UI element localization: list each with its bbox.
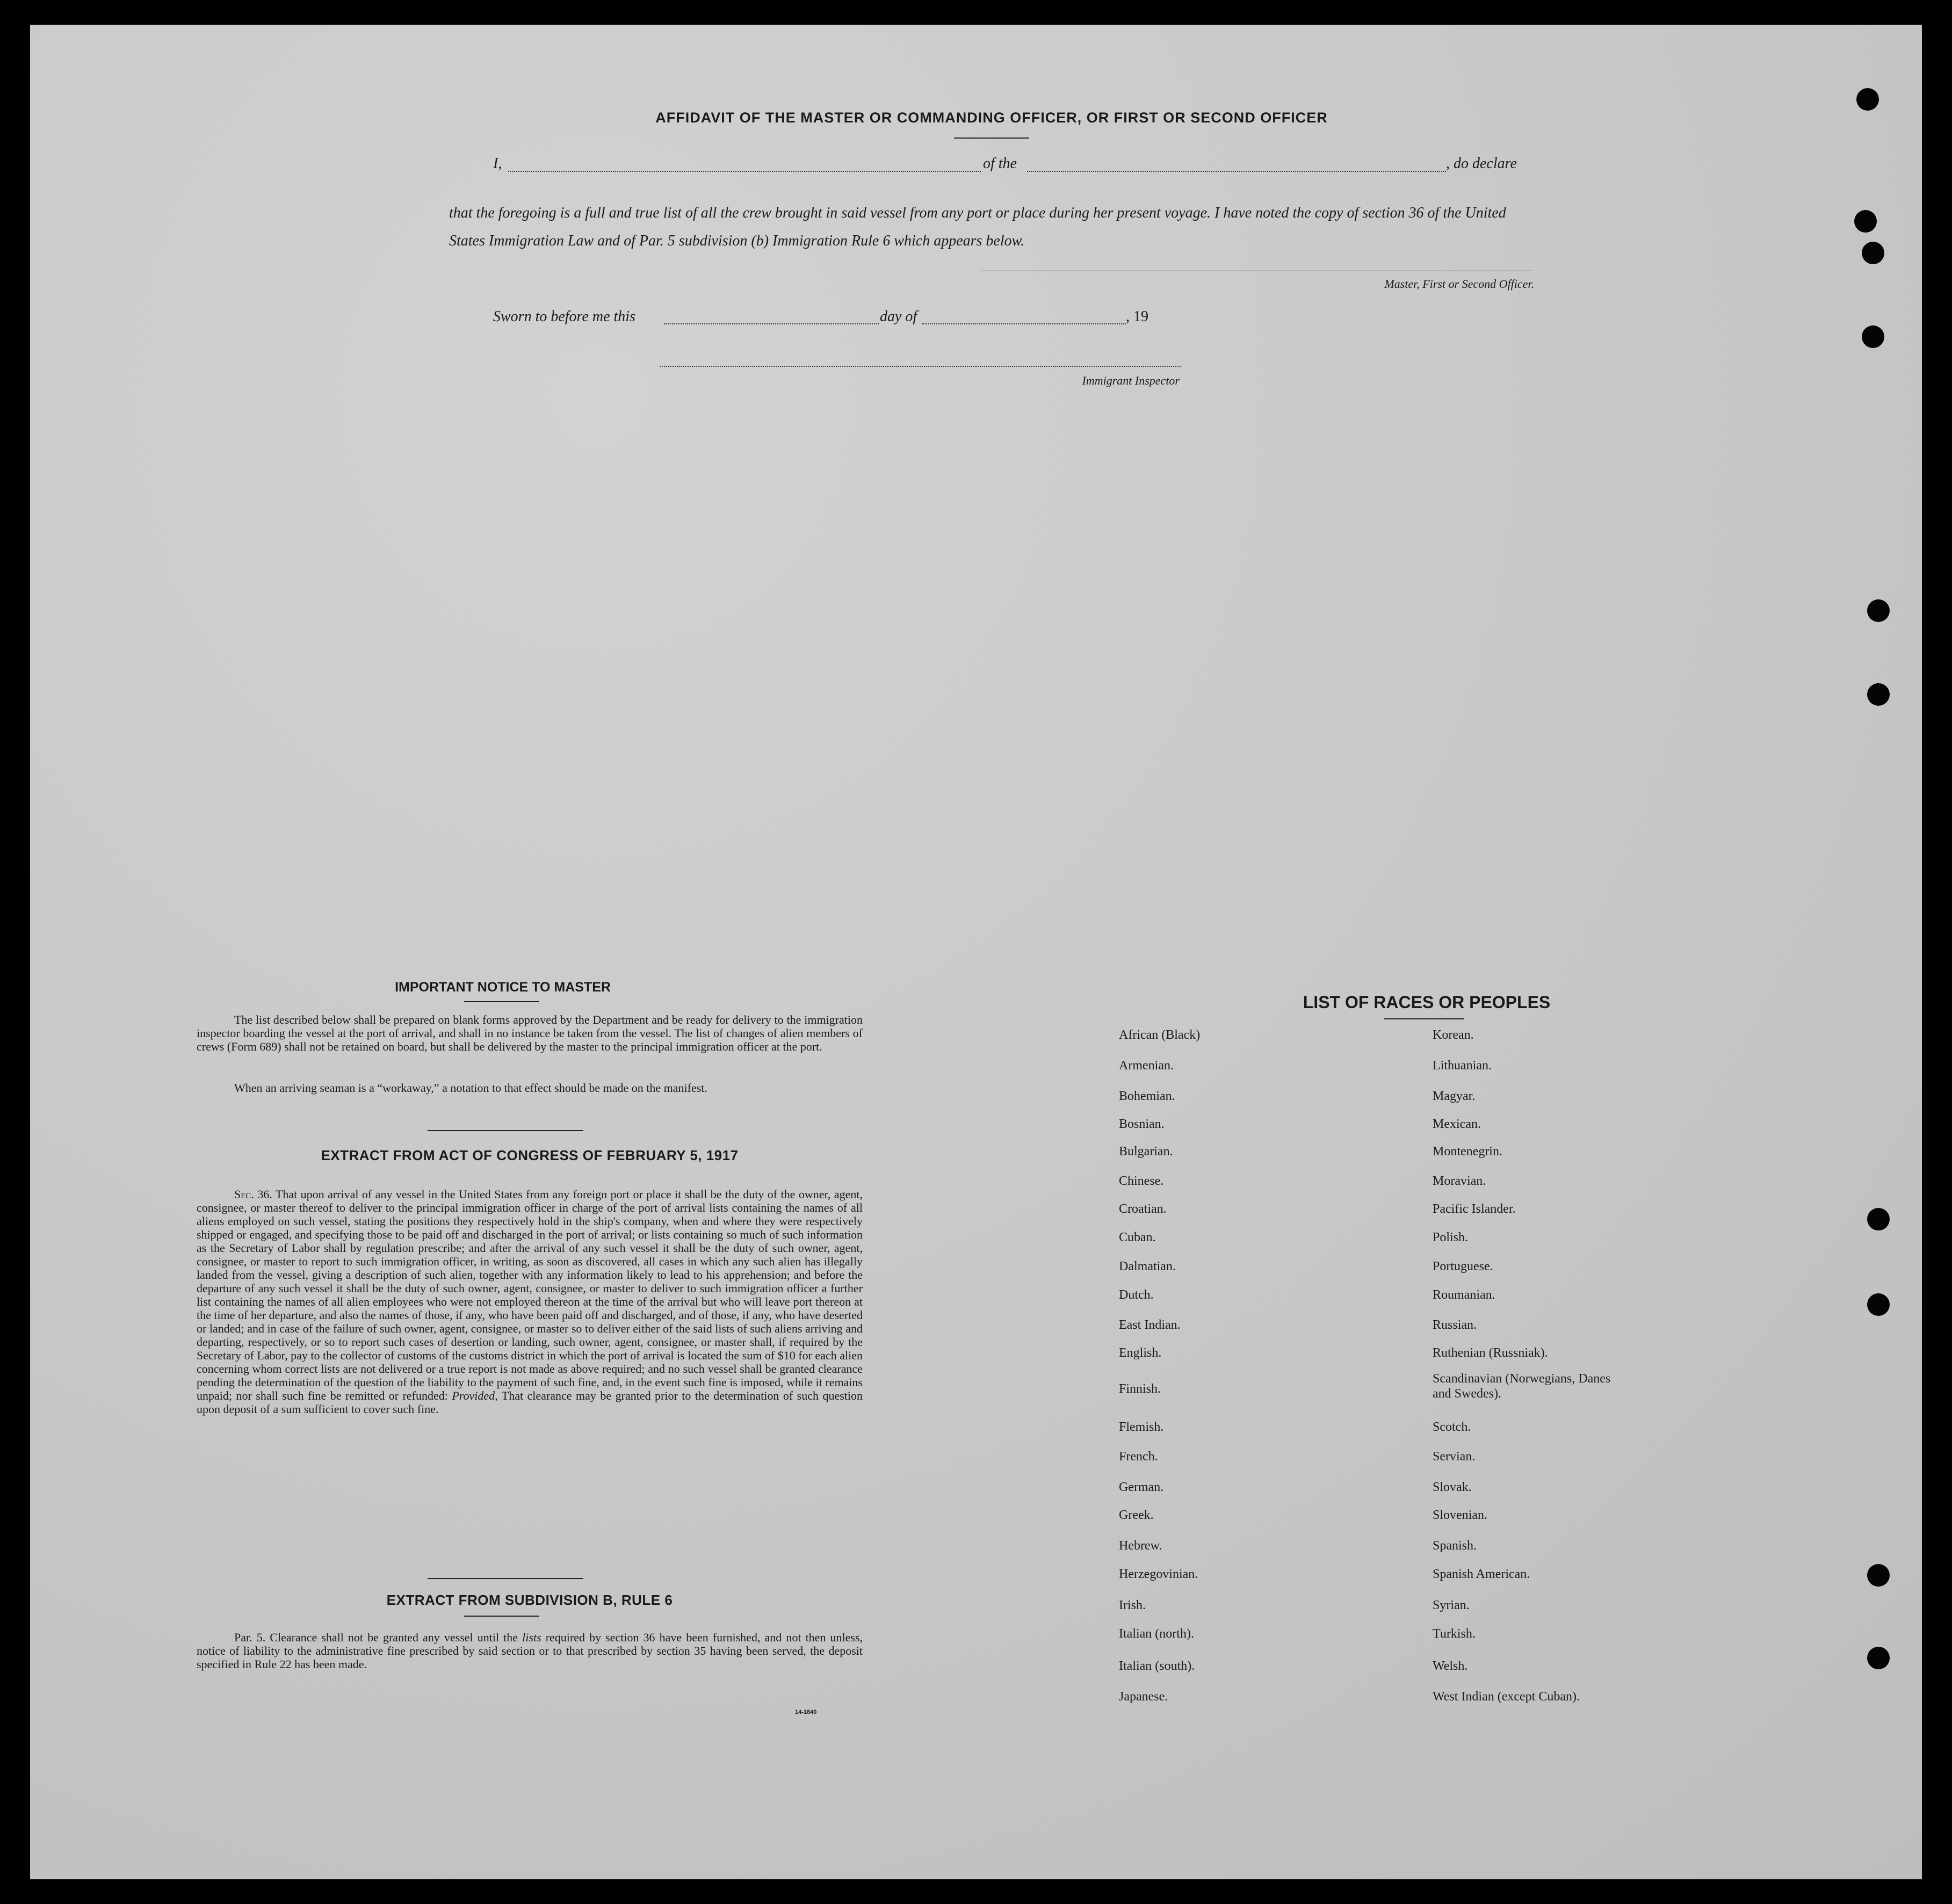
rule-text-b: required by section 36 have been furnished, and not then unless, notice of liability to the administrative fine prescribed by said section or to that prescribed by section 35 having been served, the deposit specified in Rule 22 has been made. (197, 1631, 863, 1671)
race-left-2: Bohemian. (1119, 1089, 1175, 1103)
notice-paragraph-1: The list described below shall be prepared on blank forms approved by the Department and be ready for delivery to the immigration inspector boarding the vessel at the port of arrival, and shall in no instance be taken from the vessel. The list of changes of alien members of crews (Form 689) shall not be retained on board, but shall be delivered by the master to the principal immigration officer at the port. (197, 1013, 863, 1053)
extract-rule-text (197, 1631, 863, 1671)
race-left-15: German. (1119, 1480, 1164, 1494)
divider (464, 1616, 539, 1617)
race-right-5: Moravian. (1433, 1174, 1486, 1188)
race-right-17: Spanish. (1433, 1539, 1477, 1553)
rule-text-lists: lists (522, 1631, 541, 1644)
race-right-10: Russian. (1433, 1318, 1477, 1332)
race-left-12: Finnish. (1119, 1382, 1161, 1396)
sworn-month-blank[interactable] (922, 323, 1126, 324)
race-right-7: Polish. (1433, 1230, 1469, 1244)
section-36-text: That upon arrival of any vessel in the United States from any foreign port or place it shall be the duty of the owner, agent, consignee, or master thereof to deliver to the principal immigration officer in charge of the port of arrival lists containing the names of all aliens employed on such vessel, stating the positions they respectively hold in the ship's company, when and where they were respectively shipped or engaged, and specifying those to be paid off and discharged in the port of arrival; or lists containing so much of such information as the Secretary of Labor shall by regulation prescribe; and after the arrival of any such vessel it shall be the duty of such owner, agent, consignee, or master to report to such immigration officer, in writing, as soon as discovered, all cases in which any such alien has illegally landed from the vessel, giving a description of such alien, together with any information likely to lead to his apprehension; and before the departure of any such vessel it shall be the duty of such owner, agent, consignee, or master to deliver to such immigration officer a further list containing the names of all alien employees who were not employed thereon at the time of the arrival but who will leave port thereon at the time of her departure, and also the names of those, if any, who have been paid off and discharged, and of those, if any, who have deserted or landed; and in case of the failure of such owner, agent, consignee, or master so to deliver either of the said lists of such aliens arriving and departing, respectively, or so to report such cases of desertion or landing, such owner, agent, consignee, or master shall, if required by the Secretary of Labor, pay to the collector of customs of the customs district in which the port of arrival is located the sum of $10 for each alien concerning whom correct lists are not delivered or a true report is not made as above required; and no such vessel shall be granted clearance pending the determination of the question of the liability to the payment of such fine, and, in the event such fine is imposed, while it remains unpaid; nor shall such fine be remitted or refunded: (197, 1188, 863, 1402)
punch-hole (1854, 210, 1877, 233)
punch-hole (1856, 88, 1879, 111)
punch-hole (1862, 242, 1884, 264)
inspector-signature-line[interactable] (660, 366, 1181, 367)
race-right-8: Portuguese. (1433, 1259, 1493, 1273)
affidavit-title: AFFIDAVIT OF THE MASTER OR COMMANDING OFFICER, OR FIRST OR SECOND OFFICER (655, 110, 1328, 126)
race-right-18: Spanish American. (1433, 1567, 1530, 1581)
extract-act-text (197, 1188, 863, 1416)
form-number: 14-1840 (795, 1709, 817, 1715)
race-left-0: African (Black) (1119, 1028, 1201, 1042)
race-left-8: Dalmatian. (1119, 1259, 1176, 1273)
race-right-6: Pacific Islander. (1433, 1202, 1516, 1216)
punch-hole (1867, 1293, 1890, 1316)
master-signature-label: Master, First or Second Officer. (1384, 277, 1534, 291)
race-right-20: Turkish. (1433, 1627, 1476, 1641)
punch-hole (1867, 599, 1890, 622)
sworn-day-blank[interactable] (664, 323, 879, 324)
race-left-14: French. (1119, 1450, 1158, 1464)
rule-text-a: Par. 5. Clearance shall not be granted any vessel until the (234, 1631, 518, 1644)
race-left-22: Japanese. (1119, 1690, 1168, 1704)
race-right-2: Magyar. (1433, 1089, 1476, 1103)
notice-title: IMPORTANT NOTICE TO MASTER (395, 980, 611, 995)
extract-act-title: EXTRACT FROM ACT OF CONGRESS OF FEBRUARY 5, 1917 (321, 1147, 739, 1163)
divider (428, 1130, 583, 1131)
race-left-19: Irish. (1119, 1598, 1146, 1612)
race-right-22: West Indian (except Cuban). (1433, 1690, 1580, 1704)
extract-rule-title: EXTRACT FROM SUBDIVISION B, RULE 6 (386, 1592, 673, 1608)
race-right-9: Roumanian. (1433, 1288, 1495, 1302)
notice-paragraph-2: When an arriving seaman is a “workaway,” a notation to that effect should be made on the manifest. (234, 1081, 707, 1095)
name-blank-line[interactable] (508, 171, 981, 172)
race-right-4: Montenegrin. (1433, 1145, 1502, 1159)
race-left-10: East Indian. (1119, 1318, 1181, 1332)
affidavit-i: I, (493, 155, 502, 172)
punch-hole (1867, 1647, 1890, 1669)
affidavit-paragraph: that the foregoing is a full and true list of all the crew brought in said vessel from any port or place during her present voyage. I have noted the copy of section 36 of the United States Immigration Law and of Par. 5 subdivision (b) Immigration Rule 6 which appears below. (449, 205, 1506, 249)
punch-hole (1867, 1208, 1890, 1230)
race-left-3: Bosnian. (1119, 1117, 1165, 1131)
race-left-13: Flemish. (1119, 1420, 1164, 1434)
affidavit-do-declare: , do declare (1446, 155, 1517, 172)
divider (1384, 1018, 1464, 1019)
affidavit-of-the: of the (983, 155, 1017, 172)
race-left-16: Greek. (1119, 1508, 1154, 1522)
punch-hole (1867, 683, 1890, 706)
races-title: LIST OF RACES OR PEOPLES (1303, 993, 1551, 1012)
inspector-label: Immigrant Inspector (1082, 374, 1180, 387)
race-right-1: Lithuanian. (1433, 1059, 1492, 1073)
race-left-20: Italian (north). (1119, 1627, 1194, 1641)
race-left-11: English. (1119, 1346, 1162, 1360)
sworn-year: , 19 (1126, 308, 1148, 325)
race-left-18: Herzegovinian. (1119, 1567, 1198, 1581)
race-left-4: Bulgarian. (1119, 1145, 1173, 1159)
punch-hole (1862, 325, 1884, 348)
race-right-13: Scotch. (1433, 1420, 1471, 1434)
race-left-17: Hebrew. (1119, 1539, 1162, 1553)
sworn-text: Sworn to before me this (493, 308, 635, 325)
race-left-6: Croatian. (1119, 1202, 1167, 1216)
race-left-9: Dutch. (1119, 1288, 1154, 1302)
race-right-12: Scandinavian (Norwegians, Danes and Swedes). (1433, 1372, 1611, 1401)
divider (464, 1001, 539, 1002)
proviso-text: That clearance may be granted prior to the determination of such question upon deposit of a sum sufficient to cover such fine. (197, 1389, 863, 1416)
punch-hole (1867, 1564, 1890, 1587)
race-right-15: Slovak. (1433, 1480, 1472, 1494)
divider (428, 1578, 583, 1579)
document-page (30, 25, 1922, 1879)
sworn-day-of: day of (880, 308, 917, 325)
divider (954, 137, 1029, 139)
race-left-21: Italian (south). (1119, 1659, 1195, 1673)
vessel-blank-line[interactable] (1027, 171, 1446, 172)
race-right-3: Mexican. (1433, 1117, 1481, 1131)
race-right-14: Servian. (1433, 1450, 1476, 1464)
race-right-19: Syrian. (1433, 1598, 1470, 1612)
race-left-7: Cuban. (1119, 1230, 1156, 1244)
race-right-21: Welsh. (1433, 1659, 1468, 1673)
race-left-1: Armenian. (1119, 1059, 1174, 1073)
section-lead: Sec. 36. (234, 1188, 272, 1201)
race-right-0: Korean. (1433, 1028, 1474, 1042)
race-right-16: Slovenian. (1433, 1508, 1487, 1522)
race-left-5: Chinese. (1119, 1174, 1164, 1188)
race-right-11: Ruthenian (Russniak). (1433, 1346, 1548, 1360)
proviso-word: Provided, (452, 1389, 498, 1402)
